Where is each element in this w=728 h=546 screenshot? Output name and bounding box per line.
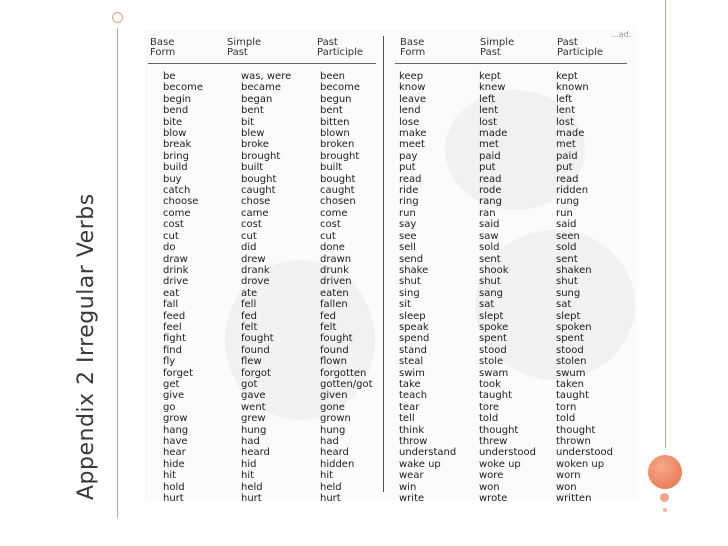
verb-form: shut (556, 276, 578, 288)
verb-form: gave (241, 390, 266, 402)
verb-form: kept (479, 71, 501, 82)
verb-form: bought (320, 173, 356, 185)
verb-form: tore (479, 401, 500, 413)
header-underline-left (148, 63, 376, 64)
verb-form: understood (556, 447, 614, 459)
verb-form: tear (399, 401, 420, 413)
verb-form: eaten (320, 287, 349, 299)
verb-form: lent (479, 105, 499, 117)
verb-form: ate (241, 287, 258, 299)
verb-form: bought (241, 173, 277, 185)
verb-form: brought (320, 150, 360, 162)
verb-form: taken (556, 378, 584, 390)
verb-form: sing (399, 287, 420, 299)
verb-form: begun (320, 93, 352, 105)
verb-form: drank (241, 264, 270, 276)
list-base-right (399, 71, 456, 504)
verb-form: fall (163, 299, 179, 311)
verb-form: drew (241, 253, 266, 265)
verb-form: hid (241, 458, 257, 470)
verb-form: cost (320, 219, 341, 231)
verb-form: bent (241, 105, 264, 117)
verb-form: go (163, 401, 176, 413)
verb-form: said (479, 219, 500, 231)
verb-form: lose (399, 116, 420, 128)
verb-form: bring (163, 150, 189, 162)
verb-form: shaken (556, 264, 592, 276)
verb-form: understood (479, 447, 537, 459)
verb-form: woken up (556, 458, 605, 470)
verb-form: known (556, 82, 589, 94)
verb-form: choose (163, 196, 199, 208)
verb-form: ridden (556, 185, 589, 197)
verb-form: hung (241, 424, 267, 436)
verb-form: read (479, 173, 502, 185)
verb-form: draw (163, 253, 188, 265)
verb-form: torn (556, 401, 577, 413)
verb-form: went (241, 401, 266, 413)
verb-form: think (399, 424, 425, 436)
verb-form: became (241, 82, 282, 94)
verb-form: hung (320, 424, 346, 436)
verb-form: fought (241, 333, 274, 345)
verb-form: worn (556, 470, 581, 482)
verb-form: build (163, 162, 188, 174)
verb-form: cost (163, 219, 184, 231)
verb-form: do (163, 242, 176, 254)
verb-form: spent (479, 333, 507, 345)
verb-form: held (320, 481, 342, 493)
verb-form: steal (399, 356, 424, 368)
list-simple-left (241, 71, 291, 504)
verb-form: been (320, 71, 345, 82)
corner-note: ...ad. (611, 30, 632, 39)
verb-form: keep (399, 71, 424, 82)
verb-form: fed (320, 310, 337, 322)
verb-form: pay (399, 150, 418, 162)
verb-form: wear (399, 470, 424, 482)
verb-form: built (320, 162, 343, 174)
verb-form: chosen (320, 196, 356, 208)
verb-form: saw (479, 230, 499, 242)
verb-form: get (163, 378, 180, 390)
verb-form: send (399, 253, 424, 265)
verb-form: swam (479, 367, 509, 379)
verb-form: got (241, 378, 258, 390)
verb-form: lent (556, 105, 576, 117)
slide-title: Appendix 2 Irregular Verbs (74, 193, 99, 500)
verb-form: ride (399, 185, 419, 197)
verb-form: stolen (556, 356, 587, 368)
verb-form: done (320, 242, 345, 254)
verb-form: fly (163, 356, 176, 368)
verb-form: spent (556, 333, 584, 345)
verb-form: run (399, 207, 416, 219)
decorative-dot (660, 493, 669, 502)
verb-form: teach (399, 390, 428, 402)
verb-form: run (556, 207, 573, 219)
verb-form: hit (163, 470, 177, 482)
verb-form: sit (399, 299, 411, 311)
verb-form: had (241, 436, 260, 447)
verb-form: ran (479, 207, 496, 219)
verb-form: was, were (241, 71, 292, 82)
verb-form: found (241, 344, 270, 356)
verb-form: hear (163, 447, 186, 459)
verb-form: find (163, 344, 182, 356)
verb-form: hidden (320, 458, 355, 470)
verb-form: blew (241, 128, 265, 140)
verb-form: sold (556, 242, 577, 254)
verb-form: left (479, 93, 496, 105)
verb-form: woke up (479, 458, 521, 470)
verb-form: come (163, 207, 191, 219)
verb-form: write (399, 493, 425, 505)
left-divider-rule (117, 28, 118, 518)
verb-form: heard (241, 447, 270, 459)
verb-form: built (241, 162, 264, 174)
verb-form: drive (163, 276, 189, 288)
column-divider (383, 36, 384, 492)
verb-form: brought (241, 150, 281, 162)
verb-form: put (556, 162, 573, 174)
verb-form: heard (320, 447, 349, 459)
verb-form: sung (556, 287, 581, 299)
verb-form: gone (320, 401, 345, 413)
verb-form: took (479, 378, 501, 390)
verb-form: chose (241, 196, 271, 208)
verb-form: did (241, 242, 257, 254)
verb-form: began (241, 93, 273, 105)
verb-form: rung (556, 196, 580, 208)
verb-form: know (399, 82, 426, 94)
verb-form: hide (163, 458, 185, 470)
verb-form: slept (479, 310, 504, 322)
verb-form: cost (241, 219, 262, 231)
verb-form: won (556, 481, 577, 493)
verb-form: made (479, 128, 508, 140)
verb-form: made (556, 128, 585, 140)
right-divider-rule (665, 0, 666, 448)
verb-form: flew (241, 356, 262, 368)
verb-form: cut (241, 230, 257, 242)
list-participle-left (320, 71, 373, 504)
verb-form: said (556, 219, 577, 231)
verb-form: given (320, 390, 348, 402)
verb-form: have (163, 436, 188, 447)
verb-form: feed (163, 310, 186, 322)
verb-form: forget (163, 367, 193, 379)
verb-form: caught (320, 185, 355, 197)
verb-form: paid (556, 150, 578, 162)
verb-form: stole (479, 356, 504, 368)
verb-form: lost (556, 116, 575, 128)
verb-form: knew (479, 82, 506, 94)
verb-form: taught (479, 390, 512, 402)
verb-form: come (320, 207, 348, 219)
decorative-circle (648, 455, 682, 489)
verb-form: told (556, 413, 576, 425)
verb-form: forgot (241, 367, 271, 379)
verb-form: sell (399, 242, 416, 254)
decorative-dot-top (112, 12, 123, 23)
verb-form: put (399, 162, 416, 174)
verb-form: shake (399, 264, 429, 276)
verb-form: say (399, 219, 417, 231)
verb-form: read (556, 173, 579, 185)
header-base-left: Base Form (150, 37, 176, 58)
list-base-left (163, 71, 203, 504)
verb-form: feel (163, 321, 182, 333)
verb-form: drunk (320, 264, 349, 276)
verb-form: written (556, 493, 592, 505)
verb-form: rang (479, 196, 502, 208)
verb-form: sold (479, 242, 500, 254)
verb-form: leave (399, 93, 427, 105)
verb-form: sang (479, 287, 504, 299)
verb-form: speak (399, 321, 429, 333)
verb-form: throw (399, 436, 428, 447)
verb-form: ring (399, 196, 419, 208)
verb-form: become (320, 82, 361, 94)
verb-form: bitten (320, 116, 350, 128)
verb-form: drove (241, 276, 270, 288)
verb-form: gotten/got (320, 378, 373, 390)
verb-form: caught (241, 185, 276, 197)
verb-form: eat (163, 287, 180, 299)
verb-form: swim (399, 367, 425, 379)
verb-form: tell (399, 413, 415, 425)
verb-form: left (556, 93, 573, 105)
verb-form: taught (556, 390, 589, 402)
verb-form: cut (163, 230, 179, 242)
verb-form: catch (163, 185, 191, 197)
verb-form: threw (479, 436, 508, 447)
verb-form: found (320, 344, 349, 356)
verb-form: bite (163, 116, 183, 128)
verb-form: fed (241, 310, 258, 322)
verb-form: drawn (320, 253, 352, 265)
verb-form: bit (241, 116, 255, 128)
verb-form: sleep (399, 310, 426, 322)
irregular-verbs-table (145, 30, 637, 505)
verb-form: put (479, 162, 496, 174)
verb-form: came (241, 207, 269, 219)
verb-form: kept (556, 71, 578, 82)
verb-form: buy (163, 173, 182, 185)
verb-form: stand (399, 344, 427, 356)
verb-form: drink (163, 264, 189, 276)
verb-form: sat (556, 299, 572, 311)
verb-form: hit (241, 470, 255, 482)
verb-form: fallen (320, 299, 348, 311)
verb-form: wore (479, 470, 504, 482)
verb-form: win (399, 481, 417, 493)
verb-form: stood (556, 344, 584, 356)
verb-form: held (241, 481, 263, 493)
verb-form: felt (320, 321, 337, 333)
verb-form: wake up (399, 458, 441, 470)
header-participle-left: Past Participle (317, 37, 364, 58)
verb-form: paid (479, 150, 501, 162)
verb-form: blow (163, 128, 187, 140)
verb-form: see (399, 230, 417, 242)
verb-form: become (163, 82, 204, 94)
verb-form: met (556, 139, 576, 151)
verb-form: hang (163, 424, 189, 436)
header-participle-right: Past Participle (557, 37, 604, 58)
verb-form: wrote (479, 493, 508, 505)
verb-form: lend (399, 105, 421, 117)
verb-form: felt (241, 321, 258, 333)
verb-form: take (399, 378, 421, 390)
header-underline-right (395, 63, 627, 64)
verb-form: meet (399, 139, 425, 151)
verb-form: told (479, 413, 499, 425)
verb-form: hurt (320, 493, 341, 505)
verb-form: spoken (556, 321, 592, 333)
verb-form: won (479, 481, 500, 493)
verb-form: hit (320, 470, 334, 482)
verb-form: slept (556, 310, 581, 322)
verb-form: thrown (556, 436, 591, 447)
verb-form: spoke (479, 321, 509, 333)
header-base-right: Base Form (400, 37, 426, 58)
verb-form: be (163, 71, 176, 82)
verb-form: hurt (163, 493, 184, 505)
verb-form: stood (479, 344, 507, 356)
verb-form: sent (479, 253, 501, 265)
verb-form: thought (556, 424, 596, 436)
verb-form: break (163, 139, 192, 151)
verb-form: shook (479, 264, 509, 276)
verb-form: driven (320, 276, 352, 288)
verb-form: hurt (241, 493, 262, 505)
list-participle-right (556, 71, 613, 504)
verb-form: bent (320, 105, 343, 117)
verb-form: bend (163, 105, 189, 117)
verb-form: broken (320, 139, 355, 151)
verb-form: blown (320, 128, 350, 140)
verb-form: fell (241, 299, 257, 311)
verb-form: cut (320, 230, 336, 242)
header-simple-right: Simple Past (480, 37, 515, 58)
verb-form: forgotten (320, 367, 367, 379)
verb-form: grown (320, 413, 351, 425)
verb-form: seen (556, 230, 580, 242)
list-simple-right (479, 71, 536, 504)
verb-form: thought (479, 424, 519, 436)
verb-form: spend (399, 333, 430, 345)
verb-form: give (163, 390, 185, 402)
verb-form: make (399, 128, 427, 140)
verb-form: sent (556, 253, 578, 265)
verb-form: lost (479, 116, 498, 128)
verb-form: had (320, 436, 339, 447)
verb-form: fought (320, 333, 353, 345)
verb-form: shut (479, 276, 501, 288)
verb-form: shut (399, 276, 421, 288)
verb-form: begin (163, 93, 191, 105)
verb-form: broke (241, 139, 269, 151)
verb-form: grew (241, 413, 266, 425)
verb-form: sat (479, 299, 495, 311)
verb-form: rode (479, 185, 502, 197)
verb-form: met (479, 139, 499, 151)
verb-form: swum (556, 367, 586, 379)
verb-form: read (399, 173, 422, 185)
verb-form: understand (399, 447, 457, 459)
verb-form: grow (163, 413, 188, 425)
verb-form: flown (320, 356, 347, 368)
decorative-dot-small (663, 508, 667, 512)
header-simple-left: Simple Past (227, 37, 262, 58)
verb-form: fight (163, 333, 186, 345)
verb-form: hold (163, 481, 185, 493)
